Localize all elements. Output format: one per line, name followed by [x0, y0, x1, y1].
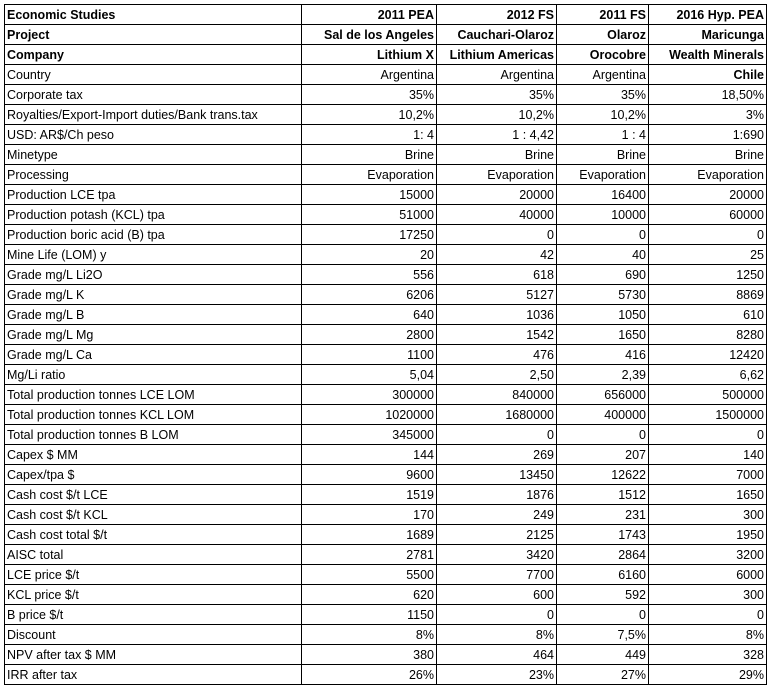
value-cell[interactable]: 42: [437, 245, 557, 265]
economic-studies-table: [4, 4, 767, 685]
value-cell[interactable]: 1542: [437, 325, 557, 345]
table-row: [5, 325, 767, 345]
value-cell[interactable]: Evaporation: [557, 165, 649, 185]
header-label-cell[interactable]: Economic Studies: [5, 5, 302, 25]
value-cell[interactable]: 840000: [437, 385, 557, 405]
value-cell[interactable]: 5730: [557, 285, 649, 305]
value-cell[interactable]: 269: [437, 445, 557, 465]
table-row: [5, 505, 767, 525]
value-cell[interactable]: Lithium X: [302, 45, 437, 65]
value-cell[interactable]: 476: [437, 345, 557, 365]
row-label-cell[interactable]: Cash cost $/t KCL: [5, 505, 302, 525]
value-cell[interactable]: 610: [649, 305, 767, 325]
value-cell[interactable]: 3%: [649, 105, 767, 125]
value-cell[interactable]: 13450: [437, 465, 557, 485]
value-cell[interactable]: 7,5%: [557, 625, 649, 645]
row-label-cell[interactable]: Production boric acid (B) tpa: [5, 225, 302, 245]
value-cell[interactable]: 0: [437, 425, 557, 445]
value-cell[interactable]: 1020000: [302, 405, 437, 425]
value-cell[interactable]: Brine: [557, 145, 649, 165]
value-cell[interactable]: 600: [437, 585, 557, 605]
value-cell[interactable]: 0: [649, 425, 767, 445]
row-label-cell[interactable]: Capex/tpa $: [5, 465, 302, 485]
value-cell[interactable]: 27%: [557, 665, 649, 685]
row-label-cell[interactable]: AISC total: [5, 545, 302, 565]
table-row: [5, 485, 767, 505]
value-cell[interactable]: 1050: [557, 305, 649, 325]
table-row: [5, 465, 767, 485]
table-row: [5, 645, 767, 665]
value-cell[interactable]: 300000: [302, 385, 437, 405]
value-cell[interactable]: Lithium Americas: [437, 45, 557, 65]
value-cell[interactable]: 5127: [437, 285, 557, 305]
value-cell[interactable]: 35%: [302, 85, 437, 105]
table-row: [5, 225, 767, 245]
value-cell[interactable]: 0: [557, 225, 649, 245]
value-cell[interactable]: 556: [302, 265, 437, 285]
table-row: [5, 85, 767, 105]
value-cell[interactable]: 9600: [302, 465, 437, 485]
value-cell[interactable]: 1512: [557, 485, 649, 505]
value-cell[interactable]: 8869: [649, 285, 767, 305]
value-cell[interactable]: 620: [302, 585, 437, 605]
value-cell[interactable]: 1519: [302, 485, 437, 505]
value-cell[interactable]: 1 : 4: [557, 125, 649, 145]
table-row: [5, 205, 767, 225]
value-cell[interactable]: Wealth Minerals: [649, 45, 767, 65]
header-cell-2011-pea[interactable]: 2011 PEA: [302, 5, 437, 25]
value-cell[interactable]: 8%: [437, 625, 557, 645]
value-cell[interactable]: 592: [557, 585, 649, 605]
value-cell[interactable]: 10,2%: [437, 105, 557, 125]
value-cell[interactable]: Argentina: [557, 65, 649, 85]
table-row: [5, 585, 767, 605]
table-row: [5, 565, 767, 585]
value-cell[interactable]: 140: [649, 445, 767, 465]
table-row: [5, 425, 767, 445]
row-label-cell[interactable]: Total production tonnes KCL LOM: [5, 405, 302, 425]
row-label-cell[interactable]: Project: [5, 25, 302, 45]
value-cell[interactable]: 26%: [302, 665, 437, 685]
row-label-cell[interactable]: Mine Life (LOM) y: [5, 245, 302, 265]
value-cell[interactable]: 1650: [557, 325, 649, 345]
value-cell[interactable]: Cauchari-Olaroz: [437, 25, 557, 45]
header-cell-2016-hyp-pea[interactable]: 2016 Hyp. PEA: [649, 5, 767, 25]
value-cell[interactable]: 690: [557, 265, 649, 285]
value-cell[interactable]: 3420: [437, 545, 557, 565]
value-cell[interactable]: 1876: [437, 485, 557, 505]
value-cell[interactable]: 6,62: [649, 365, 767, 385]
value-cell[interactable]: Olaroz: [557, 25, 649, 45]
row-label-cell[interactable]: IRR after tax: [5, 665, 302, 685]
row-label-cell[interactable]: Company: [5, 45, 302, 65]
header-cell-2012-fs[interactable]: 2012 FS: [437, 5, 557, 25]
value-cell[interactable]: 12622: [557, 465, 649, 485]
value-cell[interactable]: 10000: [557, 205, 649, 225]
value-cell[interactable]: 464: [437, 645, 557, 665]
value-cell[interactable]: 170: [302, 505, 437, 525]
table-row: [5, 105, 767, 125]
value-cell[interactable]: 3200: [649, 545, 767, 565]
value-cell[interactable]: 1500000: [649, 405, 767, 425]
value-cell[interactable]: 1680000: [437, 405, 557, 425]
row-label-cell[interactable]: Cash cost total $/t: [5, 525, 302, 545]
row-label-cell[interactable]: Grade mg/L Ca: [5, 345, 302, 365]
value-cell[interactable]: Argentina: [302, 65, 437, 85]
value-cell[interactable]: Evaporation: [302, 165, 437, 185]
row-label-cell[interactable]: B price $/t: [5, 605, 302, 625]
value-cell[interactable]: 0: [557, 605, 649, 625]
value-cell[interactable]: 20000: [437, 185, 557, 205]
table-row: [5, 285, 767, 305]
row-label-cell[interactable]: Grade mg/L Li2O: [5, 265, 302, 285]
value-cell[interactable]: Sal de los Angeles: [302, 25, 437, 45]
value-cell[interactable]: Evaporation: [649, 165, 767, 185]
value-cell[interactable]: 640: [302, 305, 437, 325]
value-cell[interactable]: 300: [649, 585, 767, 605]
value-cell[interactable]: 0: [649, 605, 767, 625]
value-cell[interactable]: 1150: [302, 605, 437, 625]
value-cell[interactable]: 6160: [557, 565, 649, 585]
value-cell[interactable]: Orocobre: [557, 45, 649, 65]
value-cell[interactable]: 6206: [302, 285, 437, 305]
value-cell[interactable]: Brine: [437, 145, 557, 165]
value-cell[interactable]: 328: [649, 645, 767, 665]
value-cell[interactable]: 20: [302, 245, 437, 265]
value-cell[interactable]: 0: [557, 425, 649, 445]
header-cell-2011-fs[interactable]: 2011 FS: [557, 5, 649, 25]
value-cell[interactable]: 500000: [649, 385, 767, 405]
row-label-cell[interactable]: Mg/Li ratio: [5, 365, 302, 385]
row-label-cell[interactable]: USD: AR$/Ch peso: [5, 125, 302, 145]
table-row: [5, 625, 767, 645]
table-body: [5, 5, 767, 685]
row-label-cell[interactable]: Royalties/Export-Import duties/Bank trans.tax: [5, 105, 302, 125]
value-cell[interactable]: 1100: [302, 345, 437, 365]
value-cell[interactable]: 2,50: [437, 365, 557, 385]
value-cell[interactable]: 0: [437, 605, 557, 625]
value-cell[interactable]: 35%: [557, 85, 649, 105]
value-cell[interactable]: Argentina: [437, 65, 557, 85]
value-cell[interactable]: 380: [302, 645, 437, 665]
value-cell[interactable]: 10,2%: [302, 105, 437, 125]
row-label-cell[interactable]: Grade mg/L Mg: [5, 325, 302, 345]
value-cell[interactable]: 345000: [302, 425, 437, 445]
row-label-cell[interactable]: Grade mg/L B: [5, 305, 302, 325]
row-label-cell[interactable]: Corporate tax: [5, 85, 302, 105]
table-row: [5, 185, 767, 205]
table-row: [5, 405, 767, 425]
value-cell[interactable]: Evaporation: [437, 165, 557, 185]
table-row: [5, 265, 767, 285]
value-cell[interactable]: 60000: [649, 205, 767, 225]
value-cell[interactable]: 2,39: [557, 365, 649, 385]
row-label-cell[interactable]: Capex $ MM: [5, 445, 302, 465]
value-cell[interactable]: 416: [557, 345, 649, 365]
value-cell[interactable]: 35%: [437, 85, 557, 105]
table-row: [5, 345, 767, 365]
value-cell[interactable]: 5,04: [302, 365, 437, 385]
row-label-cell[interactable]: NPV after tax $ MM: [5, 645, 302, 665]
value-cell[interactable]: 40: [557, 245, 649, 265]
value-cell[interactable]: 1743: [557, 525, 649, 545]
value-cell[interactable]: 8%: [302, 625, 437, 645]
value-cell[interactable]: 656000: [557, 385, 649, 405]
value-cell[interactable]: 1250: [649, 265, 767, 285]
value-cell[interactable]: 51000: [302, 205, 437, 225]
value-cell[interactable]: 249: [437, 505, 557, 525]
value-cell[interactable]: 1689: [302, 525, 437, 545]
table-row: [5, 545, 767, 565]
row-label-cell[interactable]: Production potash (KCL) tpa: [5, 205, 302, 225]
value-cell[interactable]: 2800: [302, 325, 437, 345]
table-row: [5, 445, 767, 465]
value-cell[interactable]: 231: [557, 505, 649, 525]
value-cell[interactable]: 40000: [437, 205, 557, 225]
row-label-cell[interactable]: Total production tonnes LCE LOM: [5, 385, 302, 405]
table-row: [5, 605, 767, 625]
table-row: [5, 245, 767, 265]
value-cell[interactable]: Brine: [302, 145, 437, 165]
value-cell[interactable]: 1650: [649, 485, 767, 505]
value-cell[interactable]: 12420: [649, 345, 767, 365]
value-cell[interactable]: 2125: [437, 525, 557, 545]
table-row: [5, 145, 767, 165]
value-cell[interactable]: 1:690: [649, 125, 767, 145]
value-cell[interactable]: 1036: [437, 305, 557, 325]
value-cell[interactable]: 7700: [437, 565, 557, 585]
value-cell[interactable]: 207: [557, 445, 649, 465]
value-cell[interactable]: 0: [437, 225, 557, 245]
value-cell[interactable]: 7000: [649, 465, 767, 485]
value-cell[interactable]: 10,2%: [557, 105, 649, 125]
row-label-cell[interactable]: LCE price $/t: [5, 565, 302, 585]
value-cell[interactable]: 1: 4: [302, 125, 437, 145]
value-cell[interactable]: 449: [557, 645, 649, 665]
value-cell[interactable]: 6000: [649, 565, 767, 585]
value-cell[interactable]: 618: [437, 265, 557, 285]
value-cell[interactable]: 5500: [302, 565, 437, 585]
row-label-cell[interactable]: Production LCE tpa: [5, 185, 302, 205]
value-cell[interactable]: 17250: [302, 225, 437, 245]
table-row: [5, 65, 767, 85]
value-cell[interactable]: Brine: [649, 145, 767, 165]
row-label-cell[interactable]: Country: [5, 65, 302, 85]
row-label-cell[interactable]: Grade mg/L K: [5, 285, 302, 305]
value-cell[interactable]: 8280: [649, 325, 767, 345]
value-cell[interactable]: 20000: [649, 185, 767, 205]
table-row: [5, 525, 767, 545]
value-cell[interactable]: 2781: [302, 545, 437, 565]
value-cell[interactable]: Maricunga: [649, 25, 767, 45]
value-cell[interactable]: 0: [649, 225, 767, 245]
value-cell[interactable]: 144: [302, 445, 437, 465]
value-cell[interactable]: 16400: [557, 185, 649, 205]
value-cell[interactable]: 15000: [302, 185, 437, 205]
header-row: [5, 5, 767, 25]
value-cell[interactable]: 1950: [649, 525, 767, 545]
row-label-cell[interactable]: Cash cost $/t LCE: [5, 485, 302, 505]
table-row: [5, 165, 767, 185]
value-cell[interactable]: 1 : 4,42: [437, 125, 557, 145]
table-row: [5, 365, 767, 385]
row-label-cell[interactable]: Total production tonnes B LOM: [5, 425, 302, 445]
table-row: [5, 385, 767, 405]
value-cell[interactable]: 23%: [437, 665, 557, 685]
table-row: [5, 45, 767, 65]
row-label-cell[interactable]: KCL price $/t: [5, 585, 302, 605]
table-row: [5, 125, 767, 145]
value-cell[interactable]: 2864: [557, 545, 649, 565]
value-cell[interactable]: 400000: [557, 405, 649, 425]
value-cell[interactable]: 18,50%: [649, 85, 767, 105]
value-cell[interactable]: 25: [649, 245, 767, 265]
value-cell[interactable]: 29%: [649, 665, 767, 685]
table-row: [5, 665, 767, 685]
table-row: [5, 305, 767, 325]
value-cell[interactable]: 300: [649, 505, 767, 525]
value-cell[interactable]: 8%: [649, 625, 767, 645]
row-label-cell[interactable]: Discount: [5, 625, 302, 645]
table-row: [5, 25, 767, 45]
row-label-cell[interactable]: Minetype: [5, 145, 302, 165]
row-label-cell[interactable]: Processing: [5, 165, 302, 185]
value-cell[interactable]: Chile: [649, 65, 767, 85]
